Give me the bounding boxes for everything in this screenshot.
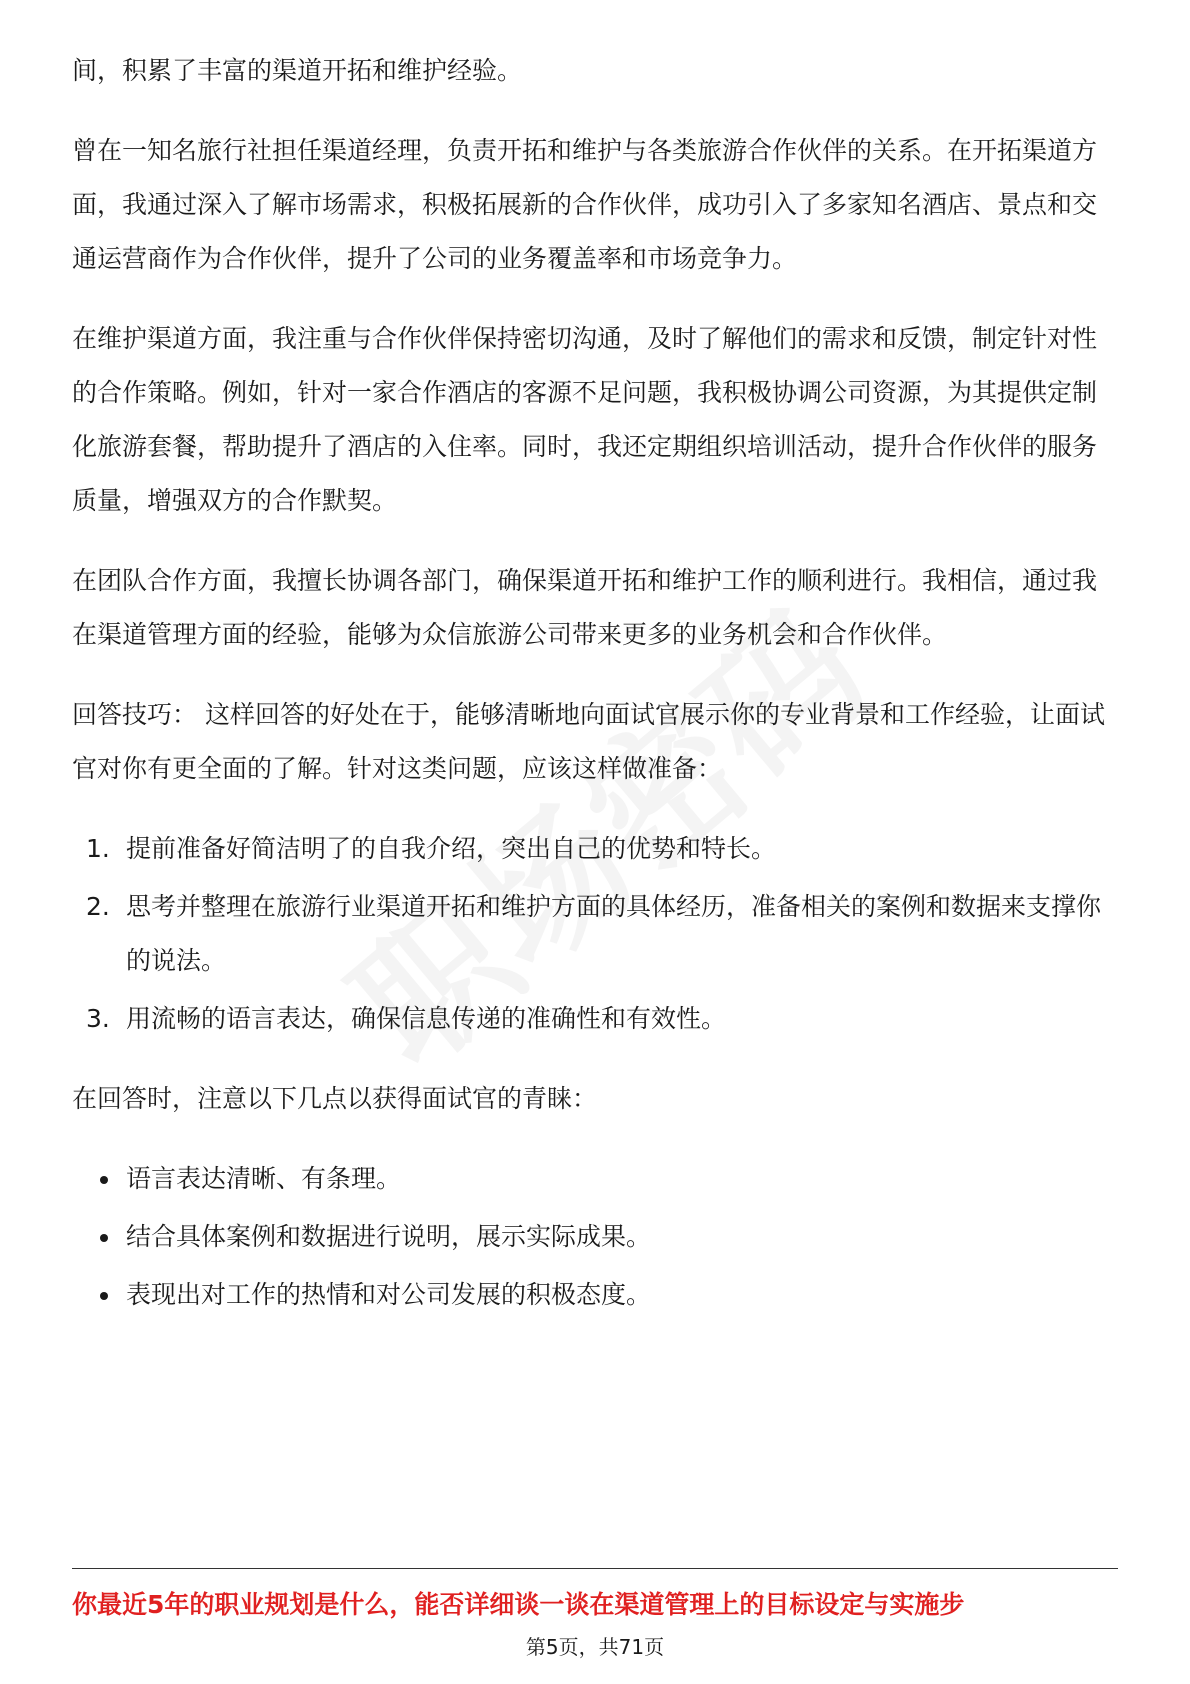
list-item-text: 表现出对工作的热情和对公司发展的积极态度。 bbox=[126, 1280, 652, 1309]
bullet-icon bbox=[100, 1234, 108, 1242]
list-item-text: 语言表达清晰、有条理。 bbox=[126, 1164, 402, 1193]
list-item bbox=[72, 822, 1118, 876]
list-item bbox=[72, 1152, 1118, 1206]
paragraph-teamwork: 在团队合作方面，我擅长协调各部门，确保渠道开拓和维护工作的顺利进行。我相信，通过我在渠道管理方面的经验，能够为众信旅游公司带来更多的业务机会和合作伙伴。 bbox=[72, 566, 1098, 649]
next-question-heading: 你最近5年的职业规划是什么，能否详细谈一谈在渠道管理上的目标设定与实施步 bbox=[72, 1590, 965, 1619]
paragraph-maintenance: 在维护渠道方面，我注重与合作伙伴保持密切沟通，及时了解他们的需求和反馈，制定针对性的合作策略。例如，针对一家合作酒店的客源不足问题，我积极协调公司资源，为其提供定制化旅游套餐，帮助提升了酒店的入住率。同时，我还定期组织培训活动，提升合作伙伴的服务质量，增强双方的合作默契。 bbox=[72, 324, 1098, 515]
list-item-text: 思考并整理在旅游行业渠道开拓和维护方面的具体经历，准备相关的案例和数据来支撑你的说法。 bbox=[126, 892, 1102, 975]
bullet-list bbox=[72, 1152, 1118, 1322]
list-number: 2. bbox=[86, 892, 110, 921]
divider bbox=[72, 1568, 1118, 1569]
numbered-list bbox=[72, 822, 1118, 1046]
paragraph-tips-intro: 在回答时，注意以下几点以获得面试官的青睐： bbox=[72, 1084, 598, 1113]
list-number: 1. bbox=[86, 834, 110, 863]
list-item bbox=[72, 992, 1118, 1046]
paragraph-answer-tips: 回答技巧： 这样回答的好处在于，能够清晰地向面试官展示你的专业背景和工作经验，让面试官对你有更全面的了解。针对这类问题，应该这样做准备： bbox=[72, 700, 1105, 783]
list-item-text: 结合具体案例和数据进行说明，展示实际成果。 bbox=[126, 1222, 652, 1251]
list-item-text: 提前准备好简洁明了的自我介绍，突出自己的优势和特长。 bbox=[126, 834, 777, 863]
paragraph-experience: 曾在一知名旅行社担任渠道经理，负责开拓和维护与各类旅游合作伙伴的关系。在开拓渠道方面，我通过深入了解市场需求，积极拓展新的合作伙伴，成功引入了多家知名酒店、景点和交通运营商作为合作伙伴，提升了公司的业务覆盖率和市场竞争力。 bbox=[72, 136, 1098, 273]
list-item bbox=[72, 880, 1118, 988]
list-number: 3. bbox=[86, 1004, 110, 1033]
bullet-icon bbox=[100, 1292, 108, 1300]
paragraph-continuation: 间，积累了丰富的渠道开拓和维护经验。 bbox=[72, 56, 523, 85]
document-body bbox=[72, 44, 1118, 1326]
list-item bbox=[72, 1268, 1118, 1322]
bullet-icon bbox=[100, 1176, 108, 1184]
page-number: 第5页，共71页 bbox=[525, 1635, 665, 1659]
list-item bbox=[72, 1210, 1118, 1264]
list-item-text: 用流畅的语言表达，确保信息传递的准确性和有效性。 bbox=[126, 1004, 727, 1033]
